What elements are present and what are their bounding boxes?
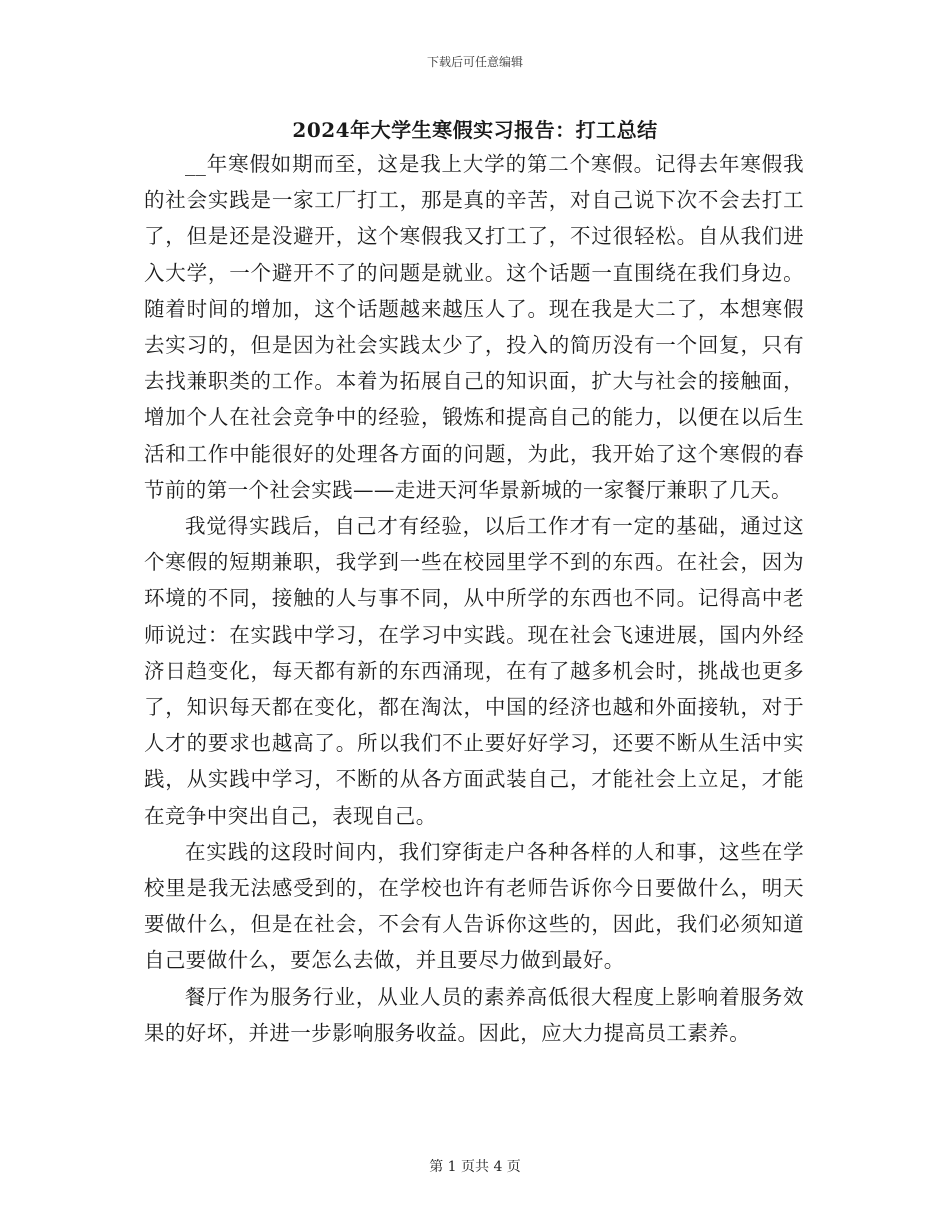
paragraph-1: __年寒假如期而至，这是我上大学的第二个寒假。记得去年寒假我的社会实践是一家工厂打工，那是真的辛苦，对自己说下次不会去打工了，但是还是没避开，这个寒假我又打工了，不过很轻松。自从我们进入大学，一个避开不了的问题是就业。这个话题一直围绕在我们身边。随着时间的增加，这个话题越来越压人了。现在我是大二了，本想寒假去实习的，但是因为社会实践太少了，投入的简历没有一个回复，只有去找兼职类的工作。本着为拓展自己的知识面，扩大与社会的接触面，增加个人在社会竞争中的经验，锻炼和提高自己的能力，以便在以后生活和工作中能很好的处理各方面的问题，为此，我开始了这个寒假的春节前的第一个社会实践——走进天河华景新城的一家餐厅兼职了几天。 xyxy=(144,152,804,502)
header-note: 下载后可任意编辑 xyxy=(426,55,523,69)
document-body xyxy=(144,146,804,1051)
page-number: 第 1 页共 4 页 xyxy=(429,1159,521,1175)
document-title: 2024年大学生寒假实习报告：打工总结 xyxy=(292,118,658,142)
paragraph-4: 餐厅作为服务行业，从业人员的素养高低很大程度上影响着服务效果的好坏，并进一步影响服务收益。因此，应大力提高员工素养。 xyxy=(144,984,804,1045)
paragraph-3: 在实践的这段时间内，我们穿街走户各种各样的人和事，这些在学校里是我无法感受到的，在学校也许有老师告诉你今日要做什么，明天要做什么，但是在社会，不会有人告诉你这些的，因此，我们必须知道自己要做什么，要怎么去做，并且要尽力做到最好。 xyxy=(144,839,804,973)
paragraph-2: 我觉得实践后，自己才有经验，以后工作才有一定的基础，通过这个寒假的短期兼职，我学到一些在校园里学不到的东西。在社会，因为环境的不同，接触的人与事不同，从中所学的东西也不同。记得高中老师说过：在实践中学习，在学习中实践。现在社会飞速进展，国内外经济日趋变化，每天都有新的东西涌现，在有了越多机会时，挑战也更多了，知识每天都在变化，都在淘汰，中国的经济也越和外面接轨，对于人才的要求也越高了。所以我们不止要好好学习，还要不断从生活中实践，从实践中学习，不断的从各方面武装自己，才能社会上立足，才能在竞争中突出自己，表现自己。 xyxy=(144,514,804,828)
